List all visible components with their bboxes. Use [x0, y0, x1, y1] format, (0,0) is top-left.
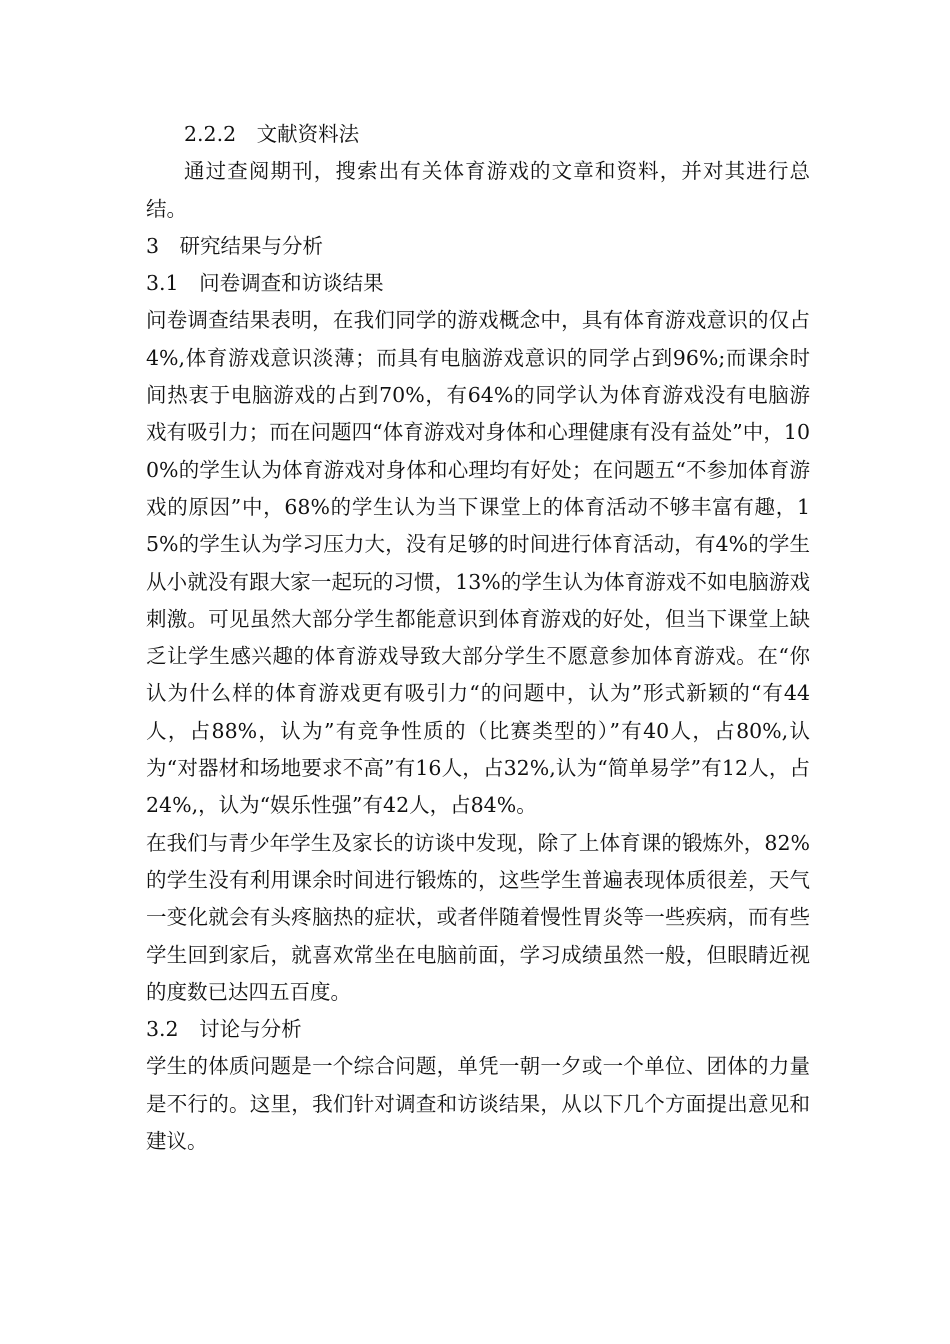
section-heading-3-1: 3.1 问卷调查和访谈结果 [146, 271, 384, 296]
paragraph-literature-method: 通过查阅期刊，搜索出有关体育游戏的文章和资料，并对其进行总结。 [146, 159, 810, 221]
section-heading-3-2: 3.2 讨论与分析 [146, 1017, 302, 1042]
paragraph-survey-results: 问卷调查结果表明，在我们同学的游戏概念中，具有体育游戏意识的仅占4%,体育游戏意识淡薄；而具有电脑游戏意识的同学占到96%;而课余时间热衷于电脑游戏的占到70%，有64%的同学认为体育游戏没有电脑游戏有吸引力；而在问题四“体育游戏对身体和心理健康有没有益处”中，100%的学生认为体育游戏对身体和心理均有好处；在问题五“不参加体育游戏的原因”中，68%的学生认为当下课堂上的体育活动不够丰富有趣，15%的学生认为学习压力大，没有足够的时间进行体育活动，有4%的学生从小就没有跟大家一起玩的习惯，13%的学生认为体育游戏不如电脑游戏刺激。可见虽然大部分学生都能意识到体育游戏的好处，但当下课堂上缺乏让学生感兴趣的体育游戏导致大部分学生不愿意参加体育游戏。在“你认为什么样的体育游戏更有吸引力“的问题中，认为”形式新颖的“有44人，占88%，认为”有竞争性质的（比赛类型的）”有40人，占80%,认为“对器材和场地要求不高”有16人，占32%,认为“简单易学”有12人，占24%,，认为“娱乐性强”有42人，占84%。 [146, 308, 810, 818]
paragraph-interview-findings: 在我们与青少年学生及家长的访谈中发现，除了上体育课的锻炼外，82%的学生没有利用课余时间进行锻炼的，这些学生普遍表现体质很差，天气一变化就会有头疼脑热的症状，或者伴随着慢性胃炎等一些疾病，而有些学生回到家后，就喜欢常坐在电脑前面，学习成绩虽然一般，但眼睛近视的度数已达四五百度。 [146, 830, 810, 1004]
paragraph-discussion: 学生的体质问题是一个综合问题，单凭一朝一夕或一个单位、团体的力量是不行的。这里，我们针对调查和访谈结果，从以下几个方面提出意见和建议。 [146, 1054, 810, 1154]
section-heading-3: 3 研究结果与分析 [146, 233, 324, 258]
section-heading-2-2-2: 2.2.2 文献资料法 [184, 122, 360, 146]
document-body [146, 116, 810, 1160]
